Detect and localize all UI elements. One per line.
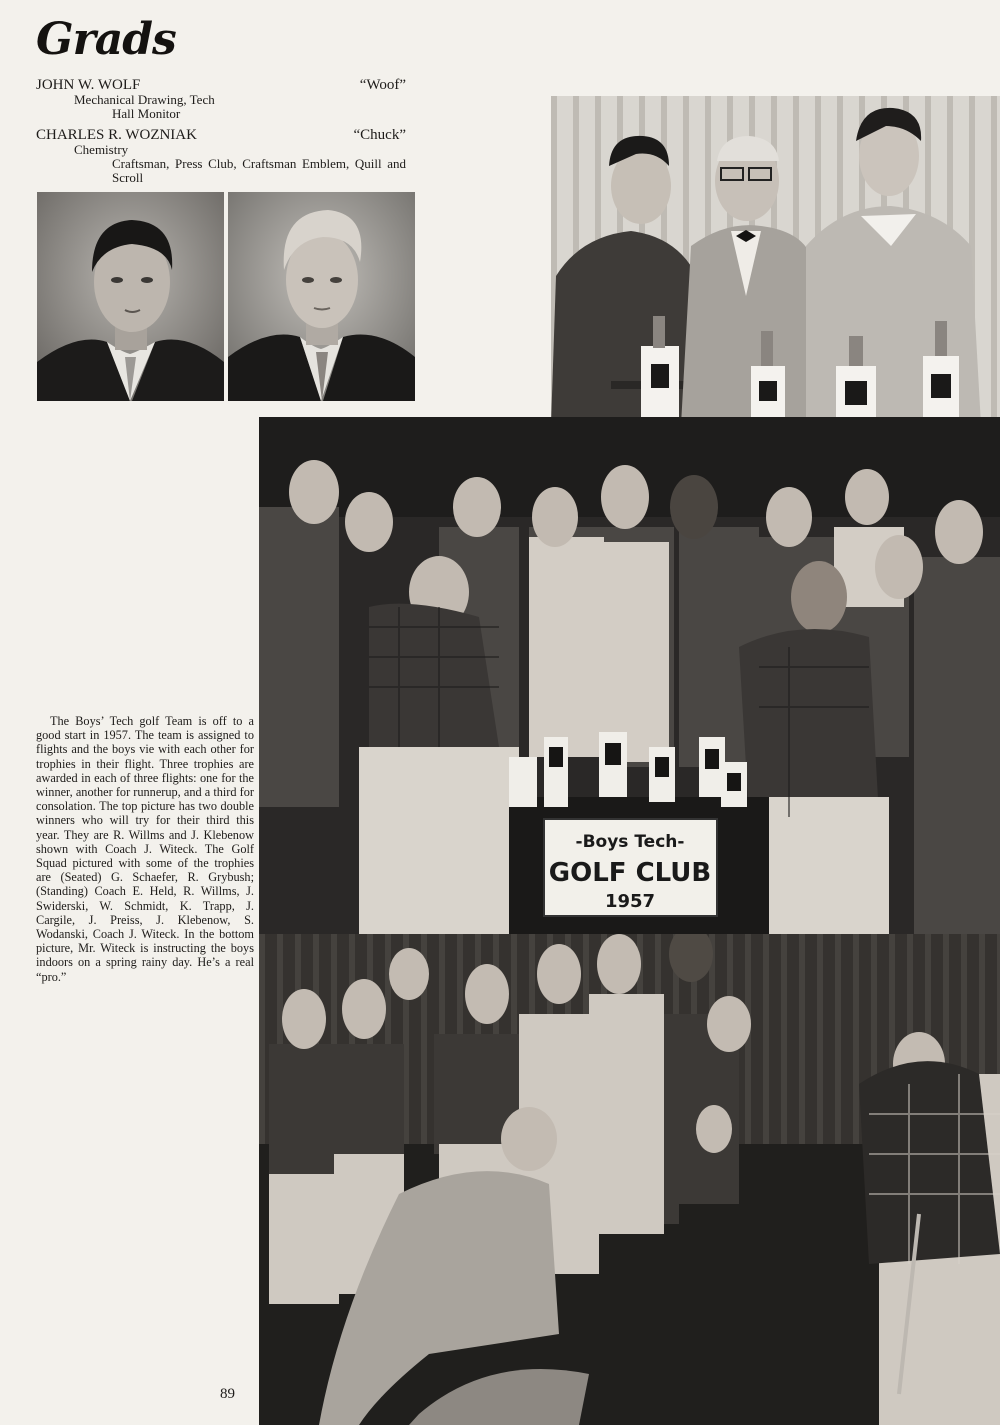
- grad-course: Mechanical Drawing, Tech: [74, 92, 215, 107]
- sign-line-1: -Boys Tech-: [575, 832, 685, 852]
- indoor-putting-lesson-photo: [259, 934, 1000, 1425]
- grad-entry-wolf: [36, 78, 406, 121]
- page-number: 89: [220, 1386, 235, 1402]
- grad-entry-wozniak: [36, 128, 406, 185]
- grad-nickname: “Chuck”: [353, 127, 406, 143]
- portrait-photo-wozniak: [228, 192, 415, 401]
- sign-line-2: GOLF CLUB: [548, 858, 712, 888]
- sign-line-3: 1957: [604, 891, 656, 912]
- portrait-photo-wolf: [37, 192, 224, 401]
- golf-squad-photo: [259, 417, 1000, 941]
- grad-activities: Hall Monitor: [112, 106, 181, 121]
- grad-activities: Craftsman, Press Club, Craftsman Emblem, Quill and Scroll: [112, 156, 406, 185]
- award-winners-photo: [551, 96, 1000, 425]
- grad-name: CHARLES R. WOZNIAK: [36, 127, 197, 143]
- section-title: Grads: [36, 14, 176, 65]
- grad-course: Chemistry: [74, 142, 129, 157]
- grad-nickname: “Woof”: [359, 77, 406, 93]
- grad-name: JOHN W. WOLF: [36, 77, 141, 93]
- golf-team-caption: The Boys’ Tech golf Team is off to a good start in 1957. The team is assigned to flights and the boys vie with each other for trophies in their flight. Three trophies are awarded in each of three flights: one for the winner, another for runnerup, and a third for consolation. The top picture has two double winners who will try for their third this year. They are R. Willms and J. Klebenow shown with Coach J. Witeck. The Golf Squad pictured with some of the trophies are (Seated) G. Schaefer, R. Grybush; (Standing) Coach E. Held, R. Willms, J. Swiderski, W. Schmidt, K. Trapp, J. Cargile, J. Preiss, J. Klebenow, S. Wodanski, Coach J. Witeck. In the bottom picture, Mr. Witeck is instructing the boys indoors on a spring rainy day. He’s a real “pro.”: [36, 714, 254, 984]
